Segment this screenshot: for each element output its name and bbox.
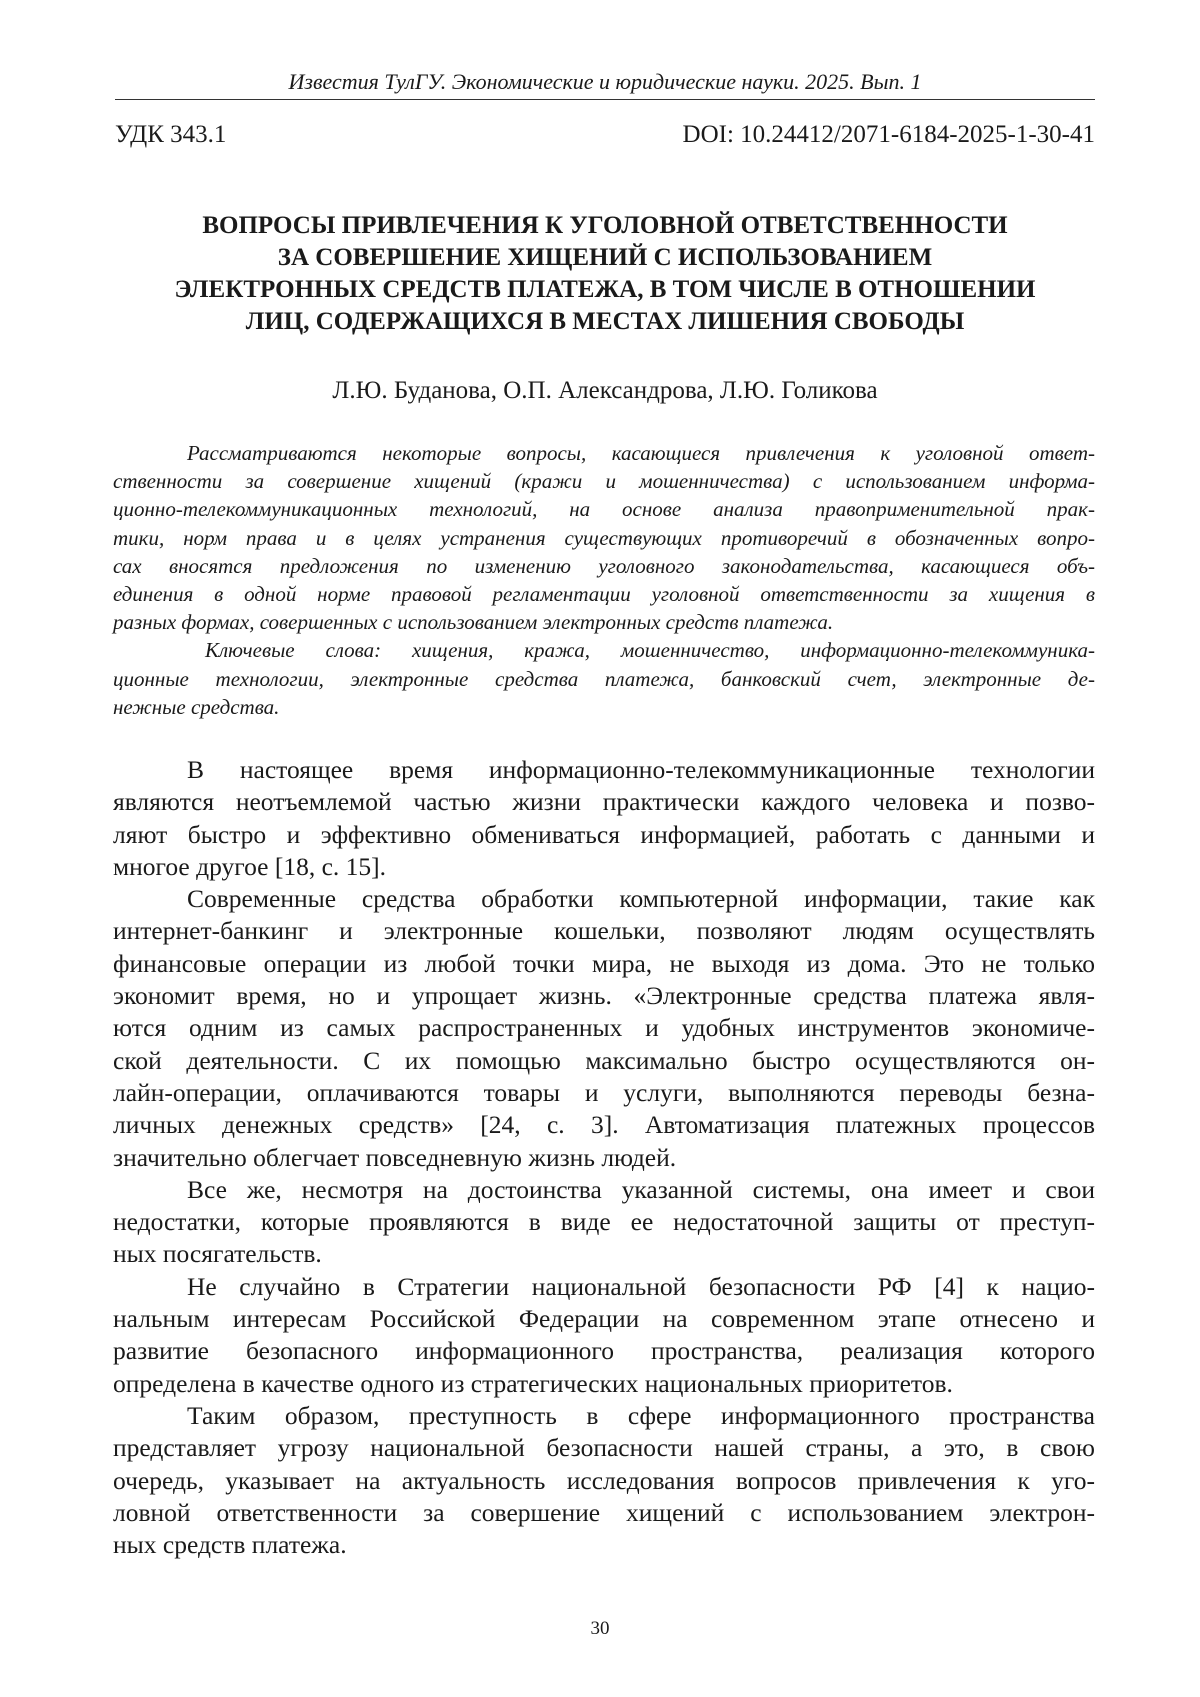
body-line: ных средств платежа. xyxy=(113,1530,347,1560)
body-line: ляют быстро и эффективно обмениваться информацией, работать с данными и xyxy=(113,819,1095,849)
authors: Л.Ю. Буданова, О.П. Александрова, Л.Ю. Голикова xyxy=(332,377,878,404)
abstract-line: Рассматриваются некоторые вопросы, касающиеся привлечения к уголовной ответ- xyxy=(187,441,1095,465)
title-line: ЭЛЕКТРОННЫХ СРЕДСТВ ПЛАТЕЖА, В ТОМ ЧИСЛЕ В ОТНОШЕНИИ xyxy=(174,276,1036,303)
title-line: ЛИЦ, СОДЕРЖАЩИХСЯ В МЕСТАХ ЛИШЕНИЯ СВОБОДЫ xyxy=(245,308,965,335)
body-line: ловной ответственности за совершение хищений с использованием электрон- xyxy=(113,1497,1095,1527)
article-body xyxy=(113,754,1095,1561)
abstract-line: разных формах, совершенных с использованием электронных средств платежа. xyxy=(113,610,834,635)
body-line: ются одним из самых распространенных и удобных инструментов экономиче- xyxy=(113,1013,1095,1043)
body-line: Все же, несмотря на достоинства указанной системы, она имеет и свои xyxy=(187,1174,1095,1204)
running-head: Известия ТулГУ. Экономические и юридические науки. 2025. Вып. 1 xyxy=(288,69,922,94)
body-line: личных денежных средств» [24, с. 3]. Автоматизация платежных процессов xyxy=(113,1110,1095,1140)
body-line: недостатки, которые проявляются в виде ее недостаточной защиты от преступ- xyxy=(113,1207,1095,1237)
title-line: ЗА СОВЕРШЕНИЕ ХИЩЕНИЙ С ИСПОЛЬЗОВАНИЕМ xyxy=(277,244,933,271)
keywords-line: Ключевые слова: хищения, кража, мошенничество, информационно-телекоммуника- xyxy=(205,638,1095,663)
paragraph xyxy=(113,754,1095,883)
title-line: ВОПРОСЫ ПРИВЛЕЧЕНИЯ К УГОЛОВНОЙ ОТВЕТСТВЕННОСТИ xyxy=(202,212,1008,239)
paragraph xyxy=(113,1174,1095,1271)
body-line: ской деятельности. С их помощью максимально быстро осуществляются он- xyxy=(113,1045,1095,1075)
body-line: ных посягательств. xyxy=(113,1239,322,1269)
body-line: определена в качестве одного из стратегических национальных приоритетов. xyxy=(113,1368,953,1398)
body-line: интернет-банкинг и электронные кошельки, позволяют людям осуществлять xyxy=(113,916,1095,946)
body-line: В настоящее время информационно-телекоммуникационные технологии xyxy=(187,755,1095,784)
body-line: очередь, указывает на актуальность исследования вопросов привлечения к уго- xyxy=(113,1465,1095,1495)
body-line: Таким образом, преступность в сфере информационного пространства xyxy=(187,1400,1095,1430)
udc-code: УДК 343.1 xyxy=(115,121,227,148)
doi[interactable]: DOI: 10.24412/2071-6184-2025-1-30-41 xyxy=(682,121,1095,148)
body-line: значительно облегчает повседневную жизнь людей. xyxy=(113,1142,677,1172)
article-title xyxy=(110,210,1100,338)
abstract xyxy=(113,439,1095,721)
keywords-line: ционные технологии, электронные средства платежа, банковский счет, электронные де- xyxy=(113,666,1095,691)
body-line: финансовые операции из любой точки мира, не выходя из дома. Это не только xyxy=(113,948,1095,978)
body-line: развитие безопасного информационного пространства, реализация которого xyxy=(113,1336,1095,1366)
body-line: лайн-операции, оплачиваются товары и услуги, выполняются переводы безна- xyxy=(113,1077,1095,1107)
body-line: представляет угрозу национальной безопасности нашей страны, а это, в свою xyxy=(113,1433,1095,1463)
body-line: Современные средства обработки компьютерной информации, такие как xyxy=(187,884,1095,914)
body-line: Не случайно в Стратегии национальной безопасности РФ [4] к нацио- xyxy=(187,1271,1095,1301)
body-line: многое другое [18, с. 15]. xyxy=(113,851,387,881)
page-number: 30 xyxy=(590,1618,610,1639)
body-line: нальным интересам Российской Федерации на современном этапе отнесено и xyxy=(113,1304,1095,1334)
body-line: являются неотъемлемой частью жизни практически каждого человека и позво- xyxy=(113,787,1095,817)
abstract-line: ственности за совершение хищений (кражи и мошенничества) с использованием информа- xyxy=(113,469,1095,494)
abstract-line: сах вносятся предложения по изменению уголовного законодательства, касающиеся объ- xyxy=(113,553,1095,578)
keywords-line: нежные средства. xyxy=(113,694,280,719)
paragraph xyxy=(113,1271,1095,1400)
paragraph xyxy=(113,1400,1095,1561)
paragraph xyxy=(113,883,1095,1174)
abstract-line: тики, норм права и в целях устранения существующих противоречий в обозначенных вопро- xyxy=(113,525,1095,550)
body-line: экономит время, но и упрощает жизнь. «Электронные средства платежа явля- xyxy=(113,981,1095,1011)
abstract-line: единения в одной норме правовой регламентации уголовной ответственности за хищения в xyxy=(113,582,1095,607)
abstract-line: ционно-телекоммуникационных технологий, на основе анализа правоприменительной прак- xyxy=(113,497,1095,522)
header-rule xyxy=(115,99,1095,100)
